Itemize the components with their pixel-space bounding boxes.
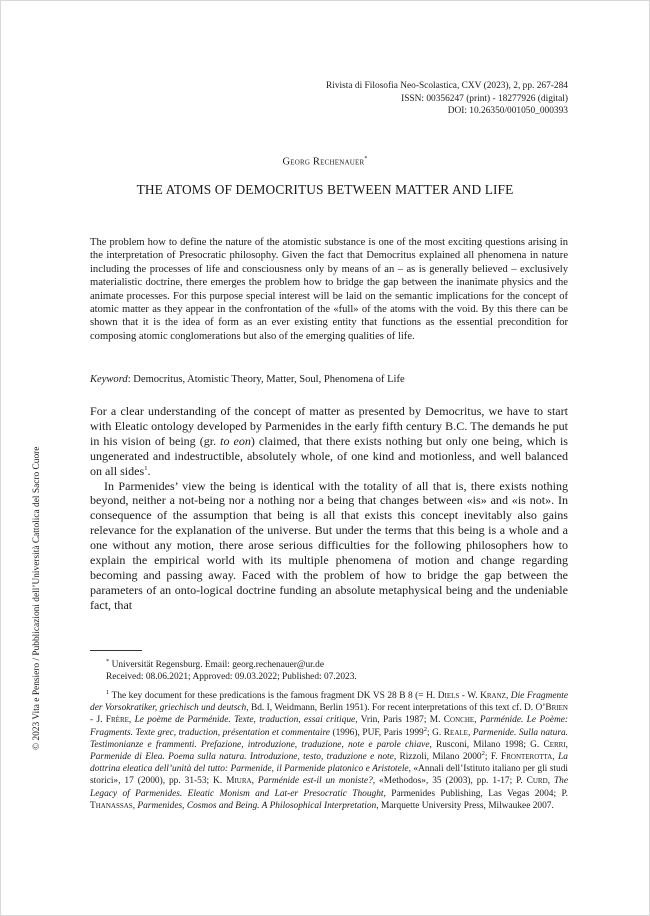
abstract: The problem how to define the nature of the atomistic substance is one of the most exciting questions arising in the interpretation of Presocratic philosophy. Given the fact that Democritus explained all phenomena in nature including the processes of life and consciousness only by means of an – as is generally believed – exclusively materialistic doctrine, there emerges the problem how to bridge the gap between the inanimate physics and the animate processes. For this purpose special interest will be laid on the semantic implications for the concept of atomic matter as they appear in the confrontation of the «full» of the atoms with the void. By this there can be shown that it is the idea of form as an ever existing entity that functions as the essential precondition for composing atomic conglomerations but also of the emerging qualities of life. [90, 237, 568, 342]
footnote-author [90, 659, 568, 683]
journal-header [326, 80, 568, 118]
fn-text: - J. [90, 715, 106, 726]
fn-author-name: Conche [443, 715, 475, 726]
author-footnote-marker[interactable]: * [364, 156, 368, 162]
fn-text: , [474, 715, 480, 726]
article-title: THE ATOMS OF DEMOCRITUS BETWEEN MATTER AND LIFE [136, 182, 514, 197]
fn-author-name: Frère [105, 715, 129, 726]
body-text [90, 404, 568, 613]
fn-text: , «Annali dell’Istituto italiano per gli studi storici», 17 (2000), pp. 31-53; K. [90, 764, 568, 787]
body-paragraph-1 [90, 404, 568, 479]
edition-sup: 2 [423, 725, 427, 733]
fn-title: Parmenide di Elea. Poema sulla natura. Introduzione, testo, traduzione e note [90, 752, 394, 763]
fn-author-name: Cerri [543, 739, 566, 750]
fn-text: , «Methodos», 35 (2003), pp. 1-17; P. [372, 776, 527, 787]
fn-text: , [565, 739, 568, 750]
fn-author-name: O’Brien [535, 703, 568, 714]
fn-author-name: Fronterotta [501, 752, 553, 763]
affiliation-text: Universität Regensburg. Email: georg.rechenauer@ur.de [111, 660, 324, 670]
fn-author-name: Thanassas [90, 800, 133, 811]
body-text-run: For a clear understanding of the concept of matter as presented by Democritus, we have to start with Eleatic ontology developed by Parmenides in the early fifth century B.C. The demands he put in his vision of being (gr. [90, 404, 568, 448]
author-affiliation [90, 659, 568, 671]
copyright-vertical: © 2023 Vita e Pensiero / Pubblicazioni dell’Università Cattolica del Sacro Cuore [32, 446, 42, 750]
fn-text: , [467, 727, 473, 738]
body-paragraph-2: In Parmenides’ view the being is identical with the totality of all that is, there exists nothing beyond, neither a not-being nor a nothing nor a being that changes between «is» and «is not». In consequence of the assumption that being is all that exists this concept inevitably also gains relevance for the explanation of the universe. But under the terms that this being is a whole and a one without any motion, there arose serious difficulties for the following philosophers how to explain the empirical world with its multiple phenomena of motion and change regarding becoming and passing away. Faced with the problem of how to bridge the gap between the parameters of an onto-logical doctrine funding an absolute metaphysical being and the undeniable fact, that [90, 478, 568, 612]
fn-text: , Rizzoli, Milano 2000 [393, 752, 482, 763]
journal-issn: ISSN: 00356247 (print) - 18277926 (digital) [401, 93, 568, 104]
fn-text: , Marquette University Press, Milwaukee 2007. [376, 800, 554, 811]
keywords [90, 373, 568, 386]
greek-term: to eon [220, 433, 251, 448]
fn-text: , Rusconi, Milano 1998; G. [429, 739, 544, 750]
fn-title: Parmenides, Cosmos and Being. A Philosophical Interpretation [137, 800, 377, 811]
fn-author-name: Miura [226, 776, 252, 787]
fn-text: ; F. [484, 752, 502, 763]
fn-text: ; G. [426, 727, 444, 738]
fn-title: The Legacy of Parmenides. Eleatic Monism and Lat-er Presocratic Thought [90, 776, 569, 799]
footnote-marker: * [106, 657, 110, 665]
keywords-label: Keyword [90, 374, 128, 385]
fn-author-name: Curd [526, 776, 548, 787]
author-name: Georg Rechenauer [282, 156, 365, 168]
article-dates: Received: 08.06.2021; Approved: 09.03.2022; Published: 07.2023. [106, 672, 357, 683]
fn-text: , [505, 691, 511, 701]
body-text-run: ) claimed, that there exists nothing but only one being, which is ungenerated and indestructible, absolutely whole, of one kind and motionless, and well balanced on all sides [90, 433, 568, 478]
fn-title: Parmenide. Sulla natura. Testimonianze e frammenti. Prefazione, introduzione, traduzione, note e parole chiave [90, 727, 569, 750]
keywords-list: : Democritus, Atomistic Theory, Matter, Soul, Phenomena of Life [127, 374, 405, 385]
fn-author-name: Diels [437, 691, 460, 701]
author-line [0, 156, 650, 168]
fn-text: , [251, 776, 258, 787]
footnote-1 [90, 690, 568, 812]
fn-text: , Parmenides Publishing, Las Vegas 2004; P. [383, 788, 568, 799]
fn-text: , [547, 776, 554, 787]
fn-author-name: Kranz [480, 691, 506, 701]
fn-text: , [132, 800, 138, 811]
fn-text: The key document for these predications is the famous fragment DK VS 28 B 8 (= H. [111, 691, 438, 701]
edition-sup: 2 [481, 749, 485, 757]
footnote-separator [90, 650, 142, 651]
body-text-run: . [147, 463, 151, 478]
fn-title: Le poème de Parménide. Texte, traduction, essai critique [134, 715, 356, 726]
fn-title: Die Fragmente der Vorsokratiker, griechisch und deutsch [90, 691, 568, 714]
fn-title: Parménide est-il un moniste? [257, 776, 373, 787]
fn-text: , Vrin, Paris 1987; M. [355, 715, 444, 726]
journal-citation: Rivista di Filosofia Neo-Scolastica, CXV (2023), 2, pp. 267-284 [326, 81, 568, 91]
fn-author-name: Reale [443, 727, 468, 738]
fn-title: Parménide. Le Poème: Fragments. Texte grec, traduction, présentation et commentaire [90, 715, 568, 738]
fn-title: La dottrina eleatica dell’unità del tutto: Parmenide, il Parmenide platonico e Aristotele [90, 752, 568, 775]
article-doi[interactable]: DOI: 10.26350/001050_000393 [447, 106, 568, 117]
fn-text: , [552, 752, 559, 763]
footnote-ref-1[interactable]: 1 [144, 464, 148, 472]
fn-text: , [128, 715, 135, 726]
fn-text: (1996), PUF, Paris 1999 [329, 727, 424, 738]
footnote-marker: 1 [106, 688, 110, 696]
fn-text: - W. [459, 691, 481, 701]
fn-text: , Bd. I, Weidmann, Berlin 1951). For recent interpretations of this text cf. D. [246, 703, 536, 714]
